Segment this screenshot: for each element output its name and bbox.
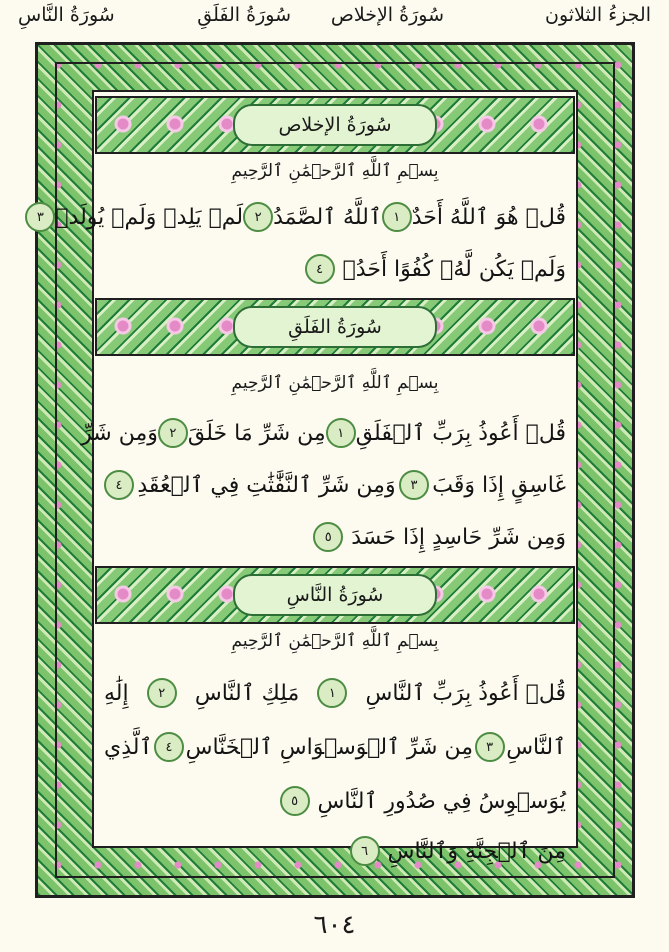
aya-marker: ٤ <box>305 254 335 284</box>
verse-text: لَمۡ يَلِدۡ وَلَمۡ يُولَدۡ <box>55 204 244 230</box>
verse-text: قُلۡ أَعُوذُ بِرَبِّ ٱلنَّاسِ <box>365 680 566 706</box>
aya-marker: ٥ <box>313 522 343 552</box>
verse-line <box>104 668 566 718</box>
sura-cartouche <box>233 104 437 146</box>
verse-text: ٱللَّهُ ٱلصَّمَدُ <box>273 204 382 230</box>
verse-text: وَمِن شَرِّ حَاسِدٍ إِذَا حَسَدَ <box>351 524 566 550</box>
aya-marker: ٤ <box>104 470 134 500</box>
verse-text: ٱلَّذِي <box>104 734 153 760</box>
header-sura-ikhlas: سُورَةُ الإخلاص <box>330 4 444 26</box>
verse-line <box>104 512 566 562</box>
basmala-falaq: بِسۡمِ ٱللَّهِ ٱلرَّحۡمَٰنِ ٱلرَّحِيمِ <box>231 373 439 393</box>
page-header <box>0 0 669 38</box>
aya-marker: ٤ <box>154 732 184 762</box>
basmala-nas: بِسۡمِ ٱللَّهِ ٱلرَّحۡمَٰنِ ٱلرَّحِيمِ <box>231 631 439 651</box>
verse-text: قُلۡ أَعُوذُ بِرَبِّ ٱلۡفَلَقِ <box>355 420 566 446</box>
aya-marker: ١ <box>382 202 412 232</box>
header-sura-nas: سُورَةُ النَّاسِ <box>18 4 115 26</box>
verse-text: غَاسِقٍ إِذَا وَقَبَ <box>432 472 566 498</box>
aya-marker: ٣ <box>475 732 505 762</box>
verse-line <box>104 722 566 772</box>
sura-title-falaq: سُورَةُ الفَلَقِ <box>288 316 382 338</box>
sura-header-falaq <box>95 298 575 356</box>
aya-marker: ٢ <box>147 678 177 708</box>
verse-line <box>104 460 566 510</box>
aya-marker: ٣ <box>25 202 55 232</box>
verse-text: مِنَ ٱلۡجِنَّةِ وَٱلنَّاسِ <box>387 838 566 864</box>
aya-marker: ٢ <box>243 202 273 232</box>
verse-text: ٱلنَّاسِ <box>506 734 566 760</box>
verse-text: مَلِكِ ٱلنَّاسِ <box>194 680 300 706</box>
verse-text: مِن شَرِّ مَا خَلَقَ <box>187 420 326 446</box>
verse-line <box>104 776 566 826</box>
aya-marker: ١ <box>317 678 347 708</box>
verse-line <box>104 244 566 294</box>
verse-text: وَلَمۡ يَكُن لَّهُۥ كُفُوًا أَحَدُۢ <box>342 256 566 282</box>
header-sura-falaq: سُورَةُ الفَلَقِ <box>197 4 291 26</box>
aya-marker: ٦ <box>350 836 380 866</box>
aya-marker: ٥ <box>280 786 310 816</box>
sura-header-nas <box>95 566 575 624</box>
sura-header-ikhlas <box>95 96 575 154</box>
sura-cartouche <box>233 574 437 616</box>
page-number: ٦٠٤ <box>313 910 356 940</box>
verse-line <box>81 408 566 458</box>
verse-text: يُوَسۡوِسُ فِي صُدُورِ ٱلنَّاسِ <box>317 788 566 814</box>
sura-title-nas: سُورَةُ النَّاسِ <box>286 584 384 606</box>
basmala-ikhlas: بِسۡمِ ٱللَّهِ ٱلرَّحۡمَٰنِ ٱلرَّحِيمِ <box>231 161 439 181</box>
aya-marker: ٢ <box>158 418 188 448</box>
verse-text: وَمِن شَرِّ <box>81 420 158 446</box>
verse-text: وَمِن شَرِّ ٱلنَّفَّٰثَٰتِ فِي ٱلۡعُقَدِ <box>137 472 396 498</box>
verse-line <box>104 826 566 876</box>
aya-marker: ٣ <box>399 470 429 500</box>
sura-cartouche <box>233 306 437 348</box>
verse-text: إِلَٰهِ <box>104 680 129 706</box>
aya-marker: ١ <box>326 418 356 448</box>
juz-label: الجزءُ الثلاثون <box>545 4 651 26</box>
verse-text: مِن شَرِّ ٱلۡوَسۡوَاسِ ٱلۡخَنَّاسِ <box>185 734 474 760</box>
verse-line <box>36 192 566 242</box>
verse-text: قُلۡ هُوَ ٱللَّهُ أَحَدٌ <box>411 204 566 230</box>
sura-title-ikhlas: سُورَةُ الإخلاص <box>278 114 392 136</box>
